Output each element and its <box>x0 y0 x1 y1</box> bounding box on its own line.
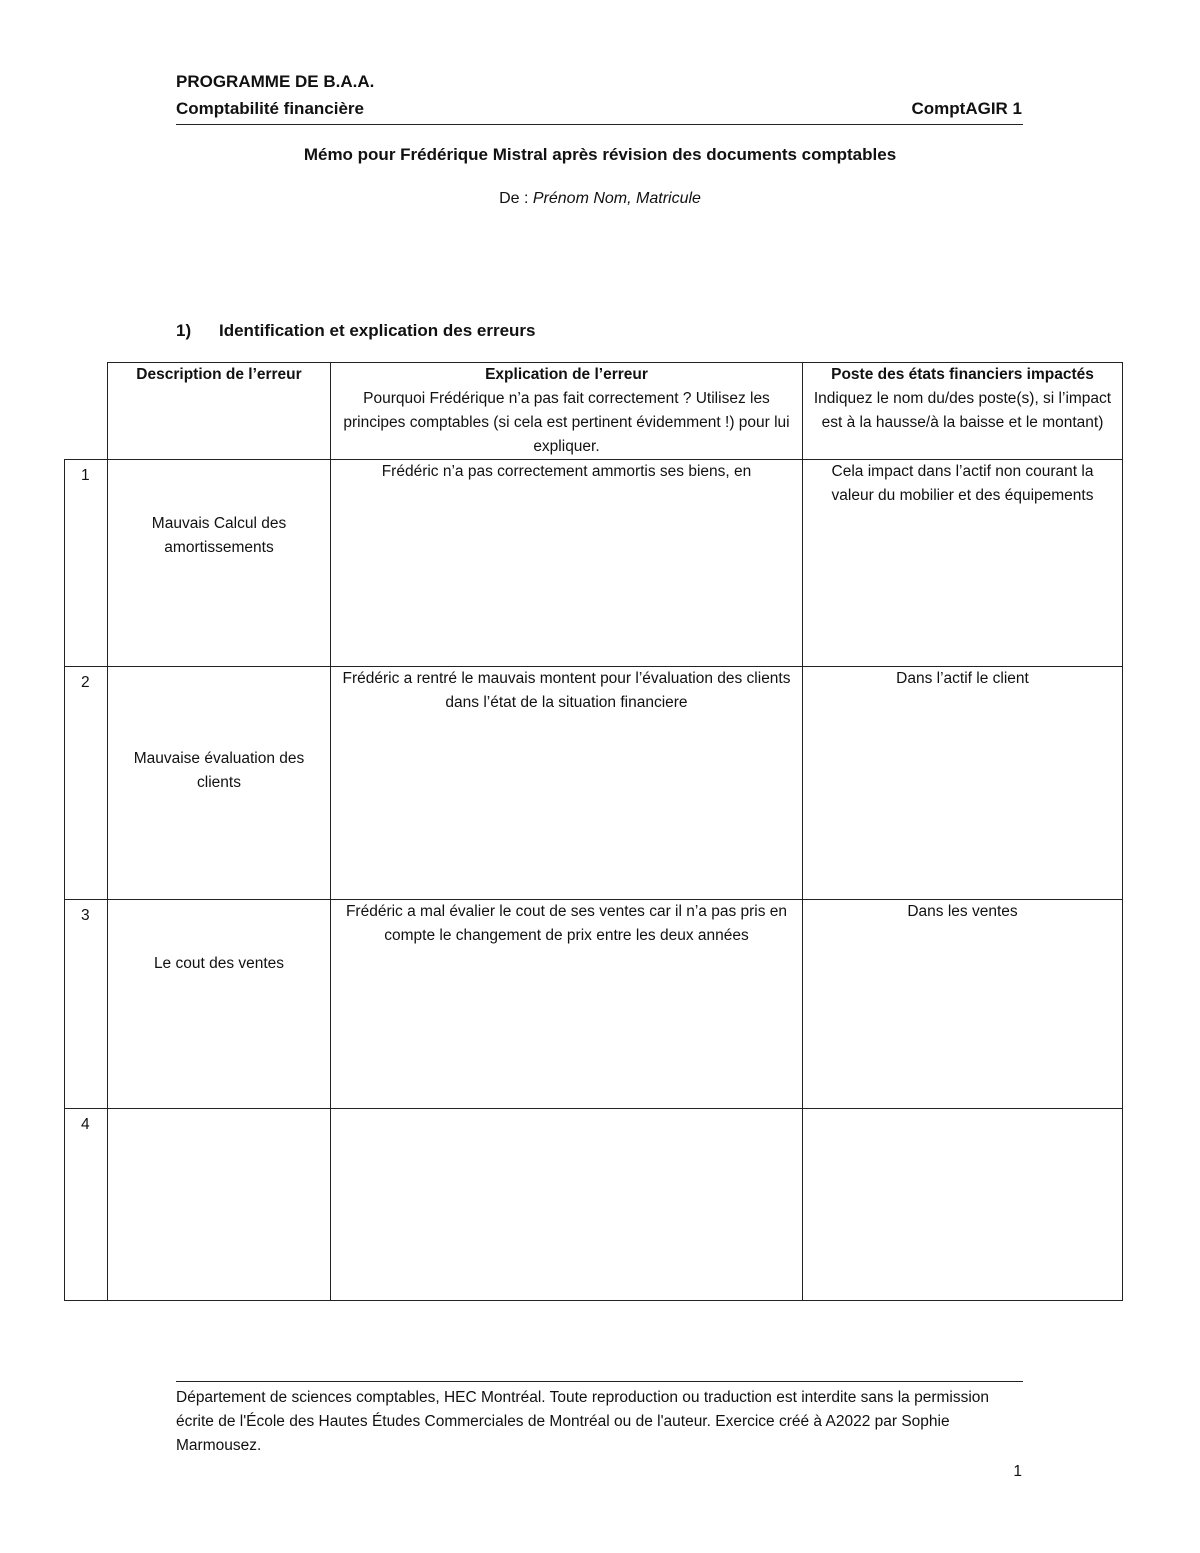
row-number: 2 <box>65 667 108 900</box>
row-number: 3 <box>65 900 108 1109</box>
blank-corner-cell <box>65 363 108 460</box>
row-number: 1 <box>65 460 108 667</box>
section-heading <box>176 321 535 341</box>
course-title: Comptabilité financière <box>176 99 364 118</box>
header-description <box>108 363 331 460</box>
header-explication-title: Explication de l’erreur <box>485 366 648 383</box>
row-description: Mauvaise évaluation des clients <box>108 667 331 900</box>
page-number: 1 <box>1013 1463 1022 1480</box>
errors-table <box>64 362 1123 1301</box>
memo-title: Mémo pour Frédérique Mistral après révision des documents comptables <box>303 145 897 164</box>
header-poste-title: Poste des états financiers impactés <box>831 366 1094 383</box>
memo-from <box>0 190 1200 208</box>
section-title: Identification et explication des erreurs <box>219 321 536 340</box>
row-poste <box>803 1109 1123 1301</box>
header-explication <box>331 363 803 460</box>
header-explication-sub: Pourquoi Frédérique n’a pas fait correctement ? Utilisez les principes comptables (si cela est pertinent évidemment !) pour lui expliquer. <box>343 390 790 455</box>
section-number: 1) <box>176 321 192 340</box>
row-description <box>108 1109 331 1301</box>
row-poste: Cela impact dans l’actif non courant la valeur du mobilier et des équipements <box>803 460 1123 667</box>
table-row <box>65 900 1123 1109</box>
footer-text: Département de sciences comptables, HEC Montréal. Toute reproduction ou traduction est interdite sans la permission écrite de l'École des Hautes Études Commerciales de Montréal ou de l'auteur. Exercice créé à A2022 par Sophie Marmousez. <box>176 1389 990 1454</box>
row-explication: Frédéric n’a pas correctement ammortis ses biens, en <box>331 460 803 667</box>
memo-from-label: De : <box>499 190 529 207</box>
row-explication <box>331 1109 803 1301</box>
table-row <box>65 1109 1123 1301</box>
row-explication: Frédéric a mal évalier le cout de ses ventes car il n’a pas pris en compte le changement de prix entre les deux années <box>331 900 803 1109</box>
row-description: Le cout des ventes <box>108 900 331 1109</box>
row-poste: Dans les ventes <box>803 900 1123 1109</box>
row-explication: Frédéric a rentré le mauvais montent pour l’évaluation des clients dans l’état de la situation financiere <box>331 667 803 900</box>
row-poste: Dans l’actif le client <box>803 667 1123 900</box>
program-title: PROGRAMME DE B.A.A. <box>176 72 375 91</box>
footer-rule <box>176 1381 1023 1382</box>
header-poste <box>803 363 1123 460</box>
table-row <box>65 460 1123 667</box>
row-number: 4 <box>65 1109 108 1301</box>
row-description: Mauvais Calcul des amortissements <box>108 460 331 667</box>
table-row <box>65 667 1123 900</box>
header-rule <box>176 124 1023 125</box>
header-poste-sub: Indiquez le nom du/des poste(s), si l’impact est à la hausse/à la baisse et le montant) <box>813 390 1112 431</box>
table-header-row <box>65 363 1123 460</box>
course-code: ComptAGIR 1 <box>911 99 1022 118</box>
memo-from-value: Prénom Nom, Matricule <box>532 190 701 207</box>
header-description-title: Description de l’erreur <box>136 366 302 383</box>
